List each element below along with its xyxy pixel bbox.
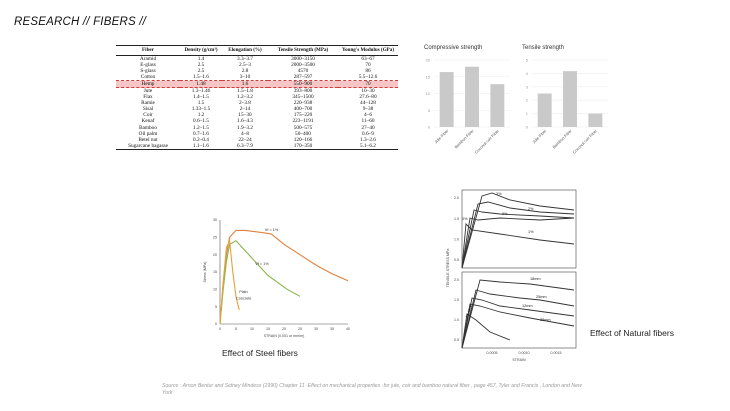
y-tick-label: 10 (425, 91, 430, 96)
natural-fiber-stress-strain-chart (440, 188, 582, 364)
compressive-strength-chart (420, 55, 516, 155)
x-tick-label: 20 (282, 327, 286, 331)
compressive-chart-title: Compressive strength (424, 45, 483, 51)
table-cell: 22–24 (238, 136, 252, 143)
table-cell: 223–1191 (292, 118, 314, 125)
source-citation: Source : Arnon Bentur and Sidney Mindess (1990) Chapter 11 ·Effect on mechanical properties ·for jute, coir and bamboo natural fiber , page 457, Tyler and Francis , London and New York (162, 383, 582, 396)
series-label: 1% (528, 230, 534, 234)
y-tick-label: 15 (213, 270, 217, 275)
x-tick-label: 10 (250, 327, 254, 331)
table-cell: 1.48 (180, 81, 222, 88)
y-tick-label: 0.5 (454, 258, 459, 263)
table-header: Tensile Strength (MPa) (268, 46, 338, 56)
table-header: Density (g/cm³) (180, 46, 222, 56)
y-tick-label: 0.5 (454, 338, 459, 343)
table-row (116, 81, 398, 88)
table-cell: 27–40 (361, 124, 375, 131)
table-cell: Jute (143, 88, 153, 95)
y-tick-label: 2.0 (454, 278, 459, 283)
table-cell: 2000–3500 (291, 62, 315, 69)
y-tick-label: 4 (525, 70, 528, 76)
table-cell: 5.5–12.6 (358, 74, 378, 81)
y-axis-label: Stress (MPa) (203, 261, 207, 283)
table-cell: Hemp (116, 81, 180, 88)
table-cell: 44–128 (360, 100, 376, 107)
series-label: 25mm (536, 295, 547, 299)
bar (563, 71, 577, 127)
table-cell: 70 (365, 62, 371, 69)
table-cell: 9–38 (362, 106, 374, 113)
table-cell: Cotton (140, 74, 156, 81)
series-label: 18mm (530, 277, 541, 281)
table-cell: 0.6–1.5 (193, 118, 209, 125)
bar (538, 94, 552, 128)
bar (490, 84, 504, 127)
table-header: Young's Modulus (GPa) (338, 46, 398, 56)
series-line (220, 241, 239, 324)
table-cell: 170–350 (268, 143, 338, 150)
series-line (462, 304, 574, 348)
series-line (220, 241, 300, 324)
table-row (116, 143, 398, 150)
table-cell: Sugarcane bagasse (116, 143, 180, 150)
table-cell: 1.6–4.3 (237, 118, 253, 125)
natural-fiber-caption: Effect of Natural fibers (590, 328, 674, 338)
series-label: Plain (239, 289, 248, 294)
table-cell: S-glass (140, 68, 156, 75)
table-cell: 10–30 (361, 88, 375, 95)
table-cell: 393–800 (293, 88, 313, 95)
table-cell: 11–60 (361, 118, 375, 125)
bar (465, 67, 479, 127)
table-cell: 2.8 (241, 68, 249, 75)
y-tick-label: 5 (427, 107, 430, 113)
table-cell: Ramie (141, 100, 155, 107)
table-cell: 1.5–1.8 (237, 88, 253, 95)
table-cell: 345–1500 (292, 94, 314, 101)
series-label: Vf = 1% (255, 262, 269, 267)
series-label: 0% (462, 217, 468, 221)
table-cell: 400–700 (293, 106, 313, 113)
y-tick-label: 1 (525, 111, 528, 117)
y-tick-label: 1.5 (454, 298, 459, 303)
table-header: Elongation (%) (222, 46, 268, 56)
bar (440, 72, 454, 127)
tensile-chart-title: Tensile strength (522, 45, 565, 51)
table-cell: 1.4 (197, 56, 205, 62)
steel-fiber-caption: Effect of Steel fibers (222, 348, 298, 358)
y-tick-label: 0 (525, 124, 528, 130)
y-tick-label: 15 (425, 74, 430, 80)
x-tick-label: 15 (266, 327, 270, 331)
table-cell: 4570 (297, 68, 309, 75)
steel-fiber-stress-strain-chart (198, 214, 358, 344)
series-line (462, 218, 574, 268)
table-cell: 1.2 (197, 112, 205, 119)
table-cell: 6.3–7.9 (222, 143, 268, 150)
series-label: Concrete (236, 296, 252, 301)
y-tick-label: 0 (215, 322, 217, 327)
table-cell: 1.33–1.5 (191, 106, 211, 113)
table-cell: Sisal (142, 106, 154, 113)
table-cell: 1.3–1.46 (191, 88, 211, 95)
x-axis-label: STRAIN (512, 358, 526, 362)
table-cell: 2–14 (239, 106, 251, 113)
y-tick-label: 1.5 (454, 216, 459, 221)
x-tick-label: 0.0015 (550, 351, 562, 355)
table-cell: Coir (143, 112, 153, 119)
x-axis-label: STRAIN (0.001 or mm/m) (263, 334, 305, 338)
series-line (462, 224, 574, 268)
table-cell: 0.2–0.4 (193, 136, 209, 143)
x-tick-label: 30 (314, 327, 318, 331)
table-cell: 3.3–3.7 (237, 56, 253, 62)
table-cell: 0.7–1.6 (193, 130, 209, 137)
table-cell: 4–6 (364, 112, 372, 119)
y-tick-label: 3 (525, 84, 528, 90)
y-tick-label: 25 (213, 235, 217, 240)
table-cell: 5.1–6.2 (338, 143, 398, 150)
x-tick-label: Coconut coir Fiber (473, 128, 501, 155)
table-cell: 1.5–1.6 (193, 74, 209, 81)
x-tick-label: Bamboo Fiber (551, 128, 573, 150)
x-tick-label: 5 (235, 327, 237, 331)
table-cell: 175–220 (293, 112, 313, 119)
y-tick-label: 2 (525, 97, 528, 103)
series-label: 12mm (522, 304, 533, 308)
table-cell: Flax (143, 94, 153, 101)
table-cell: Kenaf (141, 118, 155, 125)
y-tick-label: 5 (525, 57, 528, 63)
x-tick-label: 35 (330, 327, 334, 331)
table-cell: 120–166 (293, 136, 313, 143)
table-cell: 1.4–1.5 (193, 94, 209, 101)
x-tick-label: 0.0010 (518, 351, 530, 355)
x-tick-label: Bamboo Fiber (453, 128, 475, 150)
tensile-strength-chart (518, 55, 614, 155)
table-header: Fiber (116, 46, 180, 56)
x-tick-label: 25 (298, 327, 302, 331)
y-tick-label: 30 (213, 218, 217, 223)
table-cell: 2–3.8 (239, 100, 251, 107)
y-tick-label: 20 (425, 57, 430, 63)
table-cell: 0.6–9 (362, 130, 374, 137)
series-label: 3% (496, 192, 502, 196)
table-cell: 550–900 (268, 81, 338, 88)
series-label: 38mm (540, 318, 551, 322)
y-tick-label: 20 (213, 252, 217, 257)
table-cell: 1.9–3.2 (237, 124, 253, 131)
table-cell: 1.5 (197, 100, 205, 107)
x-tick-label: Jute Fiber (531, 128, 548, 145)
table-cell: Aramid (139, 56, 157, 62)
table-cell: 1.2–3.2 (237, 94, 253, 101)
y-tick-label: 0 (427, 124, 430, 130)
table-cell: 15–30 (238, 112, 252, 119)
table-cell: 1.1–1.6 (180, 143, 222, 150)
y-tick-label: 1.0 (454, 318, 459, 323)
y-axis-label: TENSILE STRESS MPa (446, 248, 450, 288)
table-cell: 50–400 (295, 130, 311, 137)
y-tick-label: 5 (215, 304, 217, 309)
table-cell: 287–597 (293, 74, 313, 81)
series-label: Vf = 1% (264, 228, 279, 233)
table-cell: Betel nut (138, 136, 158, 143)
y-tick-label: 1.0 (454, 237, 459, 242)
series-label: No fibre (465, 304, 474, 319)
table-cell: E-glass (140, 62, 156, 69)
table-cell: 500–575 (293, 124, 313, 131)
x-tick-label: Jute Fiber (433, 128, 450, 145)
table-cell: 86 (365, 68, 371, 75)
bar (588, 114, 602, 127)
table-cell: 1.6 (222, 81, 268, 88)
table-cell: 1.2–1.5 (193, 124, 209, 131)
table-cell: 70 (338, 81, 398, 88)
x-tick-label: 0 (219, 327, 221, 331)
x-tick-label: 40 (346, 327, 350, 331)
y-tick-label: 2.0 (454, 196, 459, 201)
table-cell: 3000–3150 (291, 56, 315, 62)
series-line (462, 202, 574, 268)
series-line (462, 290, 574, 348)
x-tick-label: 0.0005 (486, 351, 498, 355)
table-cell: 63–67 (361, 56, 375, 62)
table-cell: 27.6–80 (359, 94, 377, 101)
y-tick-label: 10 (213, 287, 217, 292)
table-cell: 4–8 (241, 130, 249, 137)
table-cell: 1.3–2.6 (360, 136, 376, 143)
series-label: 2% (528, 207, 534, 211)
table-cell: 2.5 (197, 68, 205, 75)
table-cell: 2.5–3 (239, 62, 251, 69)
table-header-row (116, 46, 398, 56)
series-label: 2% (502, 212, 508, 216)
table-cell: 220–938 (293, 100, 313, 107)
table-cell: 2.5 (197, 62, 205, 69)
x-tick-label: Coconut coir Fiber (571, 128, 599, 155)
table-cell: Oil palm (138, 130, 158, 137)
slide-title: RESEARCH // FIBERS // (14, 16, 147, 28)
table-cell: Bamboo (139, 124, 157, 131)
fiber-properties-table (116, 45, 398, 188)
table-cell: 3–10 (239, 74, 251, 81)
